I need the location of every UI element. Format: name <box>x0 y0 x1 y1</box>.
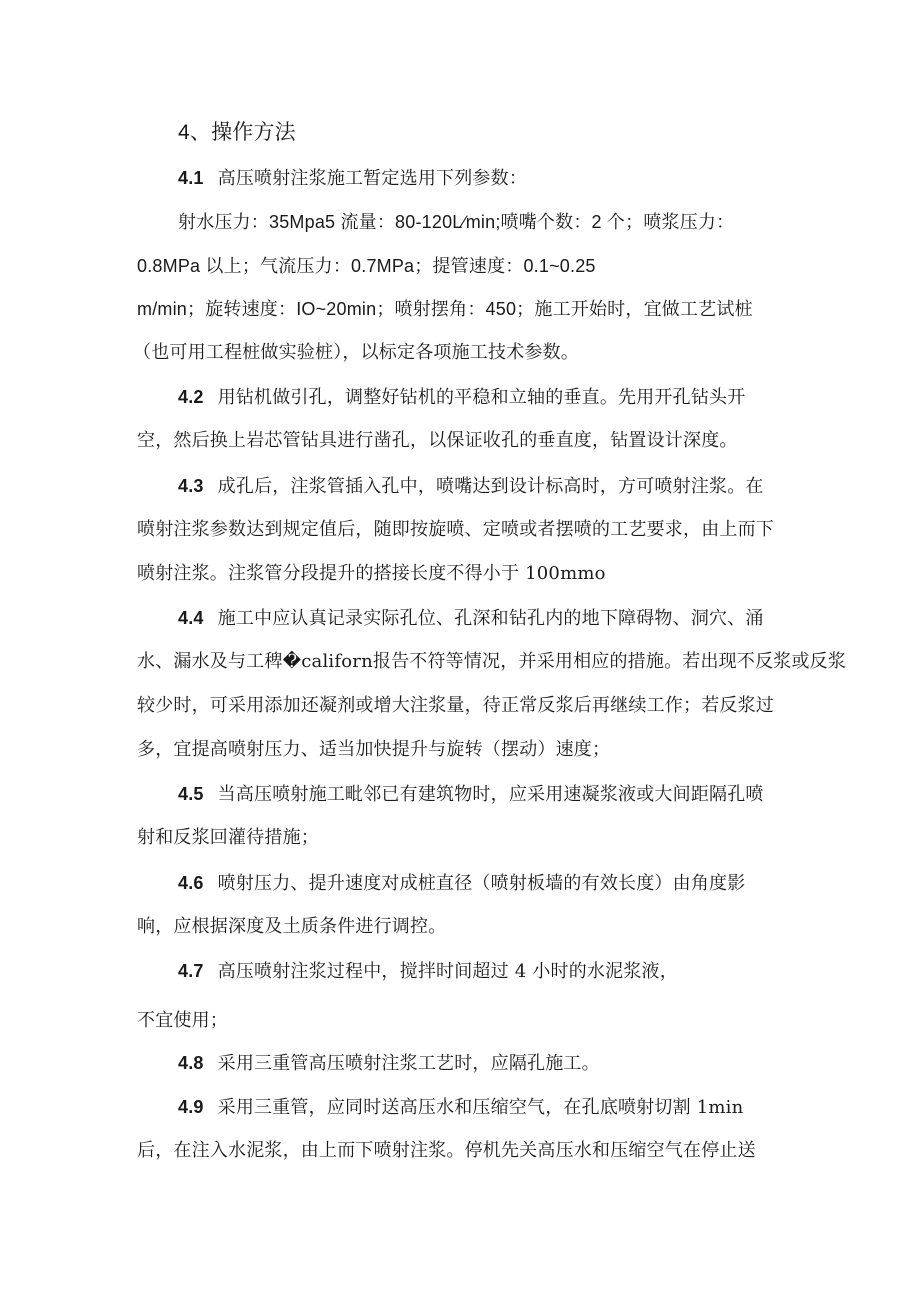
section-heading: 4、操作方法 <box>178 121 296 144</box>
paragraph-line: 射和反浆回灌待措施； <box>137 827 319 848</box>
section-number: 4.4 <box>178 608 204 628</box>
paragraph-line: 响，应根据深度及土质条件进行调控。 <box>137 916 447 937</box>
paragraph-4-2-first-line <box>178 385 745 410</box>
paragraph-line: 后，在注入水泥浆，由上而下喷射注浆。停机先关高压水和压缩空气在停止送 <box>137 1140 756 1161</box>
section-number: 4.2 <box>178 387 204 407</box>
paragraph-4-1-first-line <box>178 166 527 191</box>
paragraph-text: 采用三重管高压喷射注浆工艺时，应隔孔施工。 <box>217 1053 600 1074</box>
paragraph-4-3-first-line <box>178 474 764 499</box>
paragraph-4-7-first-line <box>178 959 678 984</box>
paragraph-line: 喷射注浆参数达到规定值后，随即按旋喷、定喷或者摆喷的工艺要求，由上而下 <box>137 519 774 540</box>
paragraph-line: 0.8MPa 以上；气流压力：0.7MPa；提管速度：0.1~0.25 <box>137 256 596 276</box>
paragraph-4-8-first-line <box>178 1051 600 1076</box>
paragraph-line: 较少时，可采用添加还凝剂或增大注浆量，待正常反浆后再继续工作；若反浆过 <box>137 695 774 716</box>
paragraph-text: 高压喷射注浆过程中，搅拌时间超过 4 小时的水泥浆液， <box>217 961 678 982</box>
paragraph-text: 当高压喷射施工毗邻已有建筑物时，应采用速凝浆液或大间距隔孔喷 <box>217 784 764 805</box>
paragraph-text: 采用三重管，应同时送高压水和压缩空气，在孔底喷射切割 1min <box>217 1097 744 1118</box>
paragraph-text: 成孔后，注浆管插入孔中，喷嘴达到设计标高时，方可喷射注浆。在 <box>217 476 764 497</box>
paragraph-text: 施工中应认真记录实际孔位、孔深和钻孔内的地下障碍物、洞穴、涌 <box>217 608 764 629</box>
paragraph-line: （也可用工程桩做实验桩），以标定各项施工技术参数。 <box>133 342 579 363</box>
paragraph-4-9-first-line <box>178 1095 743 1120</box>
section-number: 4.5 <box>178 784 204 804</box>
section-number: 4.3 <box>178 476 204 496</box>
section-number: 4.9 <box>178 1097 204 1117</box>
paragraph-line: 多，宜提高喷射压力、适当加快提升与旋转（摆动）速度； <box>137 739 611 760</box>
paragraph-line: 水、漏水及与工稗�californ报告不符等情况，并采用相应的措施。若出现不反浆或反浆 <box>137 651 847 672</box>
paragraph-line: 喷射注浆。注浆管分段提升的搭接长度不得小于 100mmo <box>137 563 606 584</box>
section-number: 4.7 <box>178 961 204 981</box>
paragraph-text: 用钻机做引孔，调整好钻机的平稳和立轴的垂直。先用开孔钻头开 <box>217 387 746 408</box>
paragraph-4-4-first-line <box>178 606 764 631</box>
paragraph-line: m/min；旋转速度：IO~20min；喷射摆角：450；施工开始时，宜做工艺试桩 <box>137 299 753 319</box>
paragraph-line: 射水压力：35Mpa5 流量：80-120L∕min;喷嘴个数：2 个；喷浆压力： <box>178 212 735 232</box>
paragraph-line: 空，然后换上岩芯管钻具进行凿孔，以保证收孔的垂直度，钻置设计深度。 <box>137 430 738 451</box>
paragraph-text: 喷射压力、提升速度对成桩直径（喷射板墙的有效长度）由角度影 <box>217 873 746 894</box>
paragraph-text: 高压喷射注浆施工暂定选用下列参数： <box>217 168 528 189</box>
section-number: 4.6 <box>178 873 204 893</box>
paragraph-4-5-first-line <box>178 782 764 807</box>
paragraph-line: 不宜使用； <box>137 1010 228 1031</box>
paragraph-4-6-first-line <box>178 871 745 896</box>
section-number: 4.8 <box>178 1053 204 1073</box>
section-number: 4.1 <box>178 168 204 188</box>
